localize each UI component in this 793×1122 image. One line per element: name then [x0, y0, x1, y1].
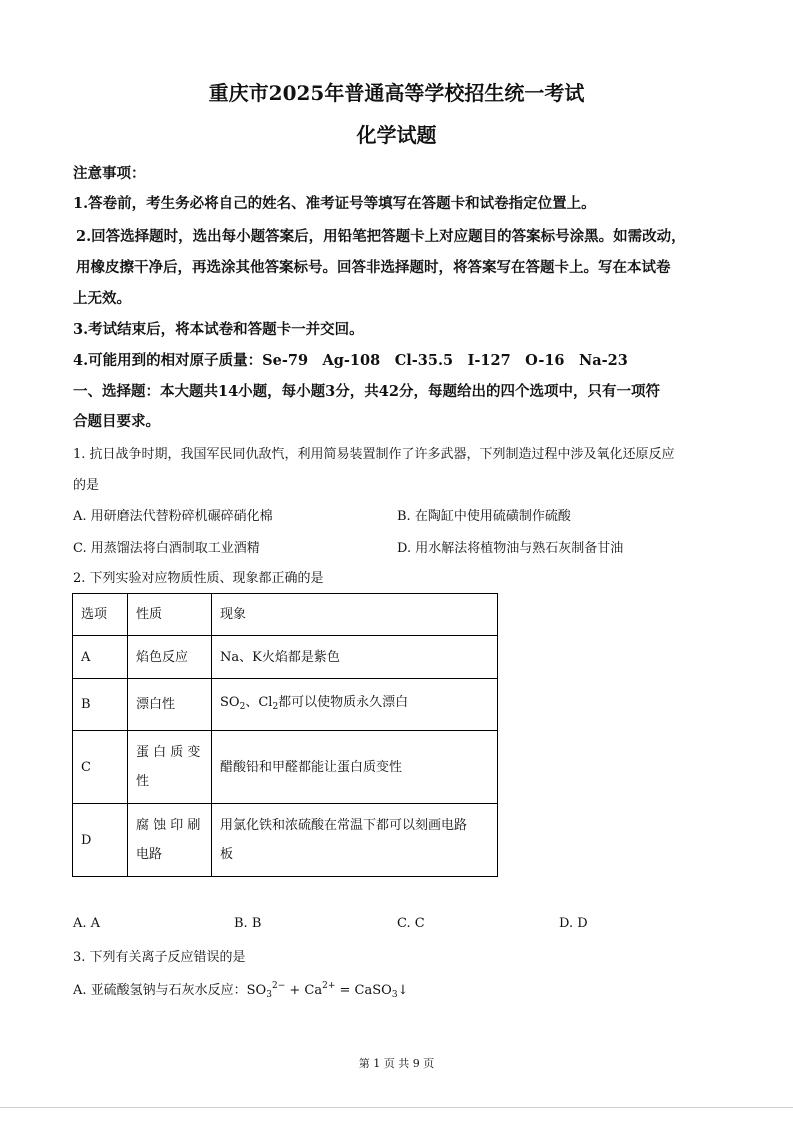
q1-stem: 1. 抗日战争时期，我国军民同仇敌忾，利用简易装置制作了许多武器，下列制造过程中涉及氧化还原反应 — [73, 447, 675, 462]
notice-item-2: 2.回答选择题时，选出每小题答案后，用铅笔把答题卡上对应题目的答案标号涂黑。如需改动， — [76, 228, 686, 245]
table-cell: C — [73, 731, 128, 804]
q1-stem-cont: 的是 — [73, 478, 100, 493]
table-cell: D — [73, 804, 128, 877]
notice-item-2-cont2: 上无效。 — [73, 290, 131, 307]
notice-item-4: 4.可能用到的相对原子质量：Se-79 Ag-108 Cl-35.5 I-127 O-16 Na-23 — [73, 352, 628, 369]
table-header: 现象 — [212, 594, 498, 636]
exam-subtitle: 化学试题 — [356, 123, 437, 147]
table-header: 性质 — [128, 594, 212, 636]
section-heading-line1: 一、选择题：本大题共14小题，每小题3分，共42分，每题给出的四个选项中，只有一项符 — [73, 383, 660, 400]
table-cell: A — [73, 636, 128, 679]
notice-item-1: 1.答卷前，考生务必将自己的姓名、准考证号等填写在答题卡和试卷指定位置上。 — [73, 195, 596, 212]
exam-title: 重庆市2025年普通高等学校招生统一考试 — [208, 81, 585, 105]
q1-option-c: C. 用蒸馏法将白酒制取工业酒精 — [73, 541, 260, 556]
q2-answer-a: A. A — [73, 916, 101, 931]
q2-answer-d: D. D — [559, 916, 588, 931]
table-cell-formula: $SO_2$、$Cl_2$都可以使物质永久漂白 — [212, 679, 498, 731]
section-heading-line2: 合题目要求。 — [73, 413, 160, 430]
table-header-row — [73, 594, 498, 636]
table-cell: 用氯化铁和浓硫酸在常温下都可以刻画电路 板 — [212, 804, 498, 877]
table-cell: 蛋 白 质 变 性 — [128, 731, 212, 804]
notice-item-2-cont: 用橡皮擦干净后，再选涂其他答案标号。回答非选择题时，将答案写在答题卡上。写在本试卷 — [76, 259, 671, 276]
bottom-divider — [0, 1107, 793, 1108]
notice-item-3: 3.考试结束后，将本试卷和答题卡一并交回。 — [73, 321, 364, 338]
q2-answer-b: B. B — [234, 916, 262, 931]
table-cell: Na、K火焰都是紫色 — [212, 636, 498, 679]
page-footer: 第 1 页 共 9 页 — [358, 1057, 435, 1070]
notice-heading: 注意事项： — [73, 165, 146, 182]
q2-answer-c: C. C — [397, 916, 425, 931]
table-cell: 焰色反应 — [128, 636, 212, 679]
formula-so2: $SO_2$ — [220, 694, 246, 712]
q1-option-d: D. 用水解法将植物油与熟石灰制备甘油 — [397, 541, 624, 556]
q3-option-a: A. 亚硫酸氢钠与石灰水反应：$SO_3^{2-} + Ca^{2+}$ = CaSO$_3$↓ — [73, 981, 409, 1000]
table-cell: 醋酸铅和甲醛都能让蛋白质变性 — [212, 731, 498, 804]
table-row — [73, 679, 498, 731]
table-row — [73, 636, 498, 679]
table-cell: 腐 蚀 印 刷 电路 — [128, 804, 212, 877]
q1-option-a: A. 用研磨法代替粉碎机碾碎硝化棉 — [73, 509, 273, 524]
table-row — [73, 804, 498, 877]
q2-table — [72, 593, 498, 877]
table-row — [73, 731, 498, 804]
q2-stem: 2. 下列实验对应物质性质、现象都正确的是 — [73, 571, 324, 586]
table-cell: 漂白性 — [128, 679, 212, 731]
formula-cl2: $Cl_2$ — [258, 694, 279, 712]
q1-option-b: B. 在陶缸中使用硫磺制作硫酸 — [397, 509, 571, 524]
ionic-equation: $SO_3^{2-} + Ca^{2+}$ = CaSO$_3$↓ — [246, 981, 409, 1000]
table-header: 选项 — [73, 594, 128, 636]
table-cell: B — [73, 679, 128, 731]
q3-stem: 3. 下列有关离子反应错误的是 — [73, 950, 246, 965]
